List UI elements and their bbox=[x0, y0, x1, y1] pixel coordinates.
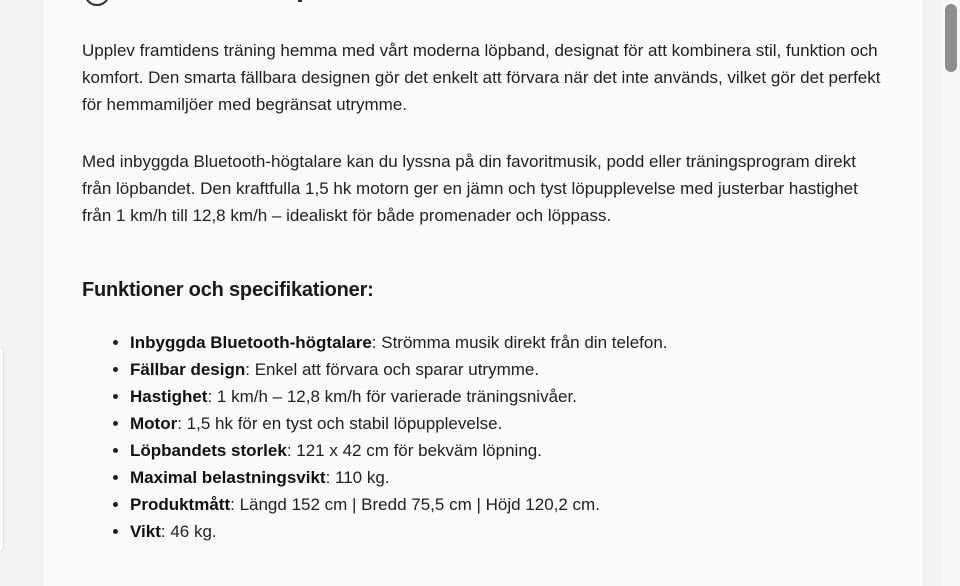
spec-label: Maximal belastningsvikt bbox=[130, 468, 326, 487]
spec-text: : Längd 152 cm | Bredd 75,5 cm | Höjd 120,2 cm. bbox=[230, 495, 600, 514]
list-item bbox=[130, 491, 668, 518]
spec-text: : Strömma musik direkt från din telefon. bbox=[371, 333, 668, 352]
features-paragraph: Med inbyggda Bluetooth-högtalare kan du lyssna på din favoritmusik, podd eller träningsprogram direkt från löpbandet. Den kraftfulla 1,5 hk motorn ger en jämn och tyst löpupplevelse med justerbar hastighet från 1 km/h till 12,8 km/h – idealiskt för både promenader och löppass. bbox=[82, 152, 858, 225]
spec-text: : 121 x 42 cm för bekväm löpning. bbox=[286, 441, 542, 460]
list-item bbox=[130, 356, 668, 383]
spec-label: Motor bbox=[130, 414, 178, 433]
list-item bbox=[130, 329, 668, 356]
list-item bbox=[130, 437, 668, 464]
heading-fragment bbox=[298, 0, 302, 2]
specs-heading: Funktioner och specifikationer: bbox=[82, 279, 374, 301]
spec-text: : 46 kg. bbox=[160, 522, 217, 541]
specs-list bbox=[82, 329, 668, 545]
side-panel-edge bbox=[0, 346, 4, 552]
list-item bbox=[130, 383, 668, 410]
spec-label: Fällbar design bbox=[130, 360, 246, 379]
spec-label: Löpbandets storlek bbox=[130, 441, 287, 460]
spec-label: Vikt bbox=[130, 522, 161, 541]
spec-text: : 1 km/h – 12,8 km/h för varierade träningsnivåer. bbox=[207, 387, 577, 406]
spec-text: : 110 kg. bbox=[325, 468, 390, 487]
list-item bbox=[130, 464, 668, 491]
spec-label: Inbyggda Bluetooth-högtalare bbox=[130, 333, 372, 352]
intro-paragraph: Upplev framtidens träning hemma med vårt moderna löpband, designat för att kombinera stil, funktion och komfort. Den smarta fällbara designen gör det enkelt att förvara när det inte används, vilket gör det perfekt för hemmamiljöer med begränsat utrymme. bbox=[82, 41, 881, 114]
spec-text: : 1,5 hk för en tyst och stabil löpupplevelse. bbox=[177, 414, 503, 433]
spec-label: Hastighet bbox=[130, 387, 208, 406]
list-item bbox=[130, 410, 668, 437]
spec-text: : Enkel att förvara och sparar utrymme. bbox=[245, 360, 540, 379]
spec-label: Produktmått bbox=[130, 495, 231, 514]
list-item bbox=[130, 518, 668, 545]
vertical-scrollbar[interactable] bbox=[942, 0, 960, 586]
scrollbar-thumb[interactable] bbox=[945, 4, 957, 72]
